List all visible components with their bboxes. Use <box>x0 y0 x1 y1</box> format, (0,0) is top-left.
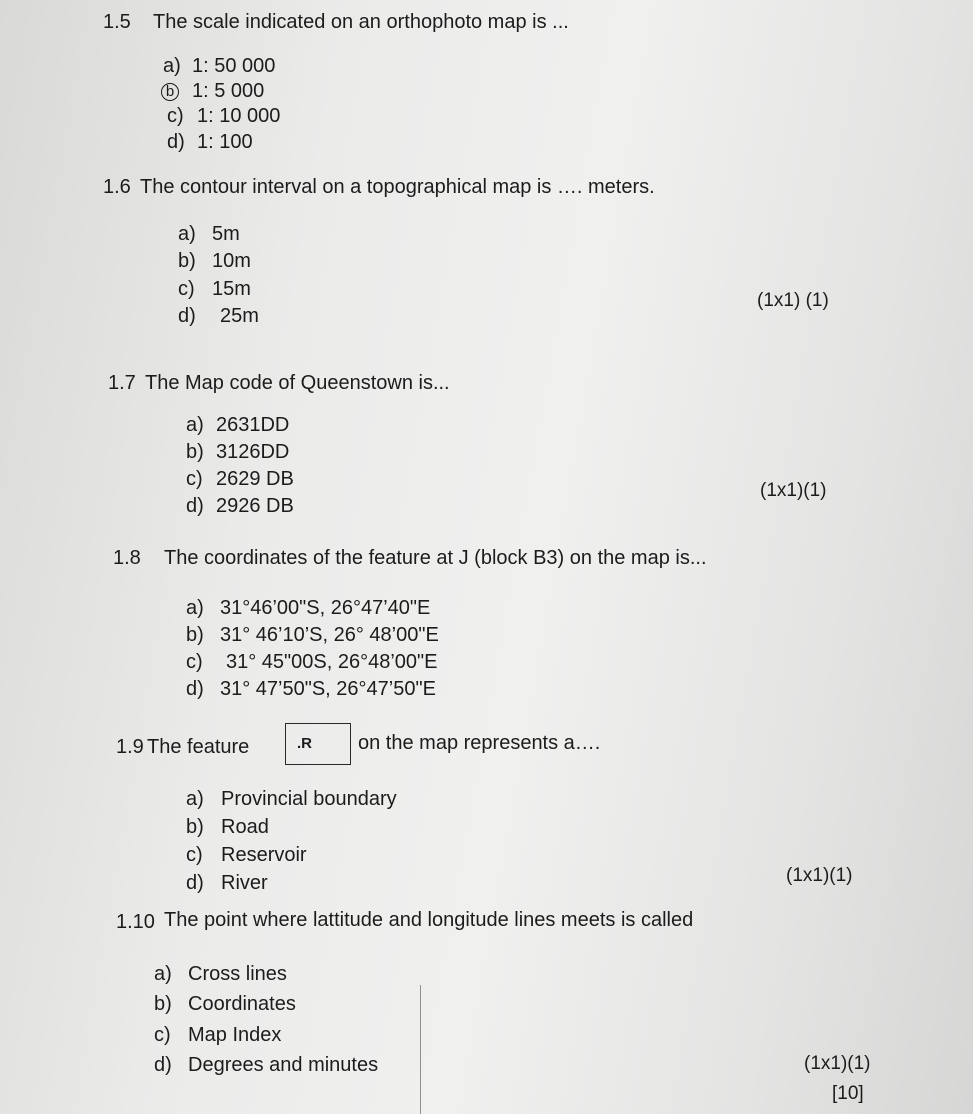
q1-10-option-c-text: Map Index <box>188 1024 282 1046</box>
q1-9-option-b-text: Road <box>221 816 269 838</box>
q1-5-option-a-text: 1: 50 000 <box>192 55 276 77</box>
q1-5-option-b-circled-label <box>161 79 183 103</box>
section-total-marks: [10] <box>832 1083 864 1104</box>
q1-5-option-c-text: 1: 10 000 <box>197 105 281 127</box>
q1-6-marks: (1x1) (1) <box>757 290 829 311</box>
q1-6-option-c-label: c) <box>178 278 195 300</box>
q1-9-option-d-label: d) <box>186 872 204 894</box>
q1-9-option-b-label: b) <box>186 816 204 838</box>
q1-7-option-d-label: d) <box>186 495 204 517</box>
question-1-5-number: 1.5 <box>103 11 131 33</box>
circled-answer-mark: b <box>161 83 179 101</box>
q1-9-option-a-label: a) <box>186 788 204 810</box>
q1-6-option-a-text: 5m <box>212 223 240 245</box>
question-1-7-number: 1.7 <box>108 372 136 394</box>
q1-8-option-a-text: 31°46’00"S, 26°47’40"E <box>220 597 431 619</box>
question-1-9-text-after: on the map represents a…. <box>358 732 601 754</box>
q1-9-option-c-label: c) <box>186 844 203 866</box>
q1-8-option-c-label: c) <box>186 651 203 673</box>
q1-7-option-a-label: a) <box>186 414 204 436</box>
q1-8-option-d-label: d) <box>186 678 204 700</box>
q1-10-option-a-text: Cross lines <box>188 963 287 985</box>
q1-7-marks: (1x1)(1) <box>760 480 827 501</box>
q1-7-option-c-text: 2629 DB <box>216 468 294 490</box>
question-1-9-text-before: The feature <box>147 736 250 758</box>
q1-5-option-b-text: 1: 5 000 <box>192 80 265 102</box>
q1-10-option-d-label: d) <box>154 1054 172 1076</box>
question-1-10-number: 1.10 <box>116 911 155 933</box>
q1-10-option-d-text: Degrees and minutes <box>188 1054 379 1076</box>
q1-8-option-b-label: b) <box>186 624 204 646</box>
q1-5-option-d-text: 1: 100 <box>197 131 253 153</box>
q1-6-option-d-text: 25m <box>220 305 259 327</box>
q1-5-option-c-label: c) <box>167 105 184 127</box>
question-1-9-number: 1.9 <box>116 736 144 758</box>
q1-10-option-c-label: c) <box>154 1024 171 1046</box>
q1-9-option-a-text: Provincial boundary <box>221 788 397 810</box>
q1-8-option-d-text: 31° 47’50"S, 26°47’50"E <box>220 678 436 700</box>
map-feature-symbol: .R <box>297 735 312 752</box>
q1-9-option-d-text: River <box>221 872 268 894</box>
q1-6-option-c-text: 15m <box>212 278 251 300</box>
q1-7-option-c-label: c) <box>186 468 203 490</box>
q1-9-option-c-text: Reservoir <box>221 844 307 866</box>
q1-7-option-a-text: 2631DD <box>216 414 290 436</box>
q1-6-option-b-label: b) <box>178 250 196 272</box>
q1-10-option-b-label: b) <box>154 993 172 1015</box>
q1-6-option-b-text: 10m <box>212 250 251 272</box>
q1-10-option-b-text: Coordinates <box>188 993 296 1015</box>
question-1-5-text: The scale indicated on an orthophoto map is ... <box>153 11 569 33</box>
margin-divider-line <box>420 985 421 1114</box>
question-1-8-text: The coordinates of the feature at J (block B3) on the map is... <box>164 547 707 569</box>
q1-5-option-a-label: a) <box>163 55 181 77</box>
q1-7-option-d-text: 2926 DB <box>216 495 294 517</box>
q1-5-option-d-label: d) <box>167 131 185 153</box>
q1-10-option-a-label: a) <box>154 963 172 985</box>
q1-9-marks: (1x1)(1) <box>786 865 853 886</box>
q1-6-option-a-label: a) <box>178 223 196 245</box>
q1-8-option-b-text: 31° 46’10’S, 26° 48’00"E <box>220 624 439 646</box>
question-1-6-number: 1.6 <box>103 176 131 198</box>
q1-7-option-b-label: b) <box>186 441 204 463</box>
q1-8-option-c-text: 31° 45"00S, 26°48’00"E <box>226 651 438 673</box>
q1-10-marks: (1x1)(1) <box>804 1053 871 1074</box>
question-1-10-text: The point where lattitude and longitude lines meets is called <box>164 909 694 931</box>
q1-7-option-b-text: 3126DD <box>216 441 290 463</box>
question-1-8-number: 1.8 <box>113 547 141 569</box>
q1-6-option-d-label: d) <box>178 305 196 327</box>
q1-8-option-a-label: a) <box>186 597 204 619</box>
map-feature-symbol-box <box>285 723 351 765</box>
question-1-7-text: The Map code of Queenstown is... <box>145 372 450 394</box>
question-1-6-text: The contour interval on a topographical map is …. meters. <box>140 176 655 198</box>
